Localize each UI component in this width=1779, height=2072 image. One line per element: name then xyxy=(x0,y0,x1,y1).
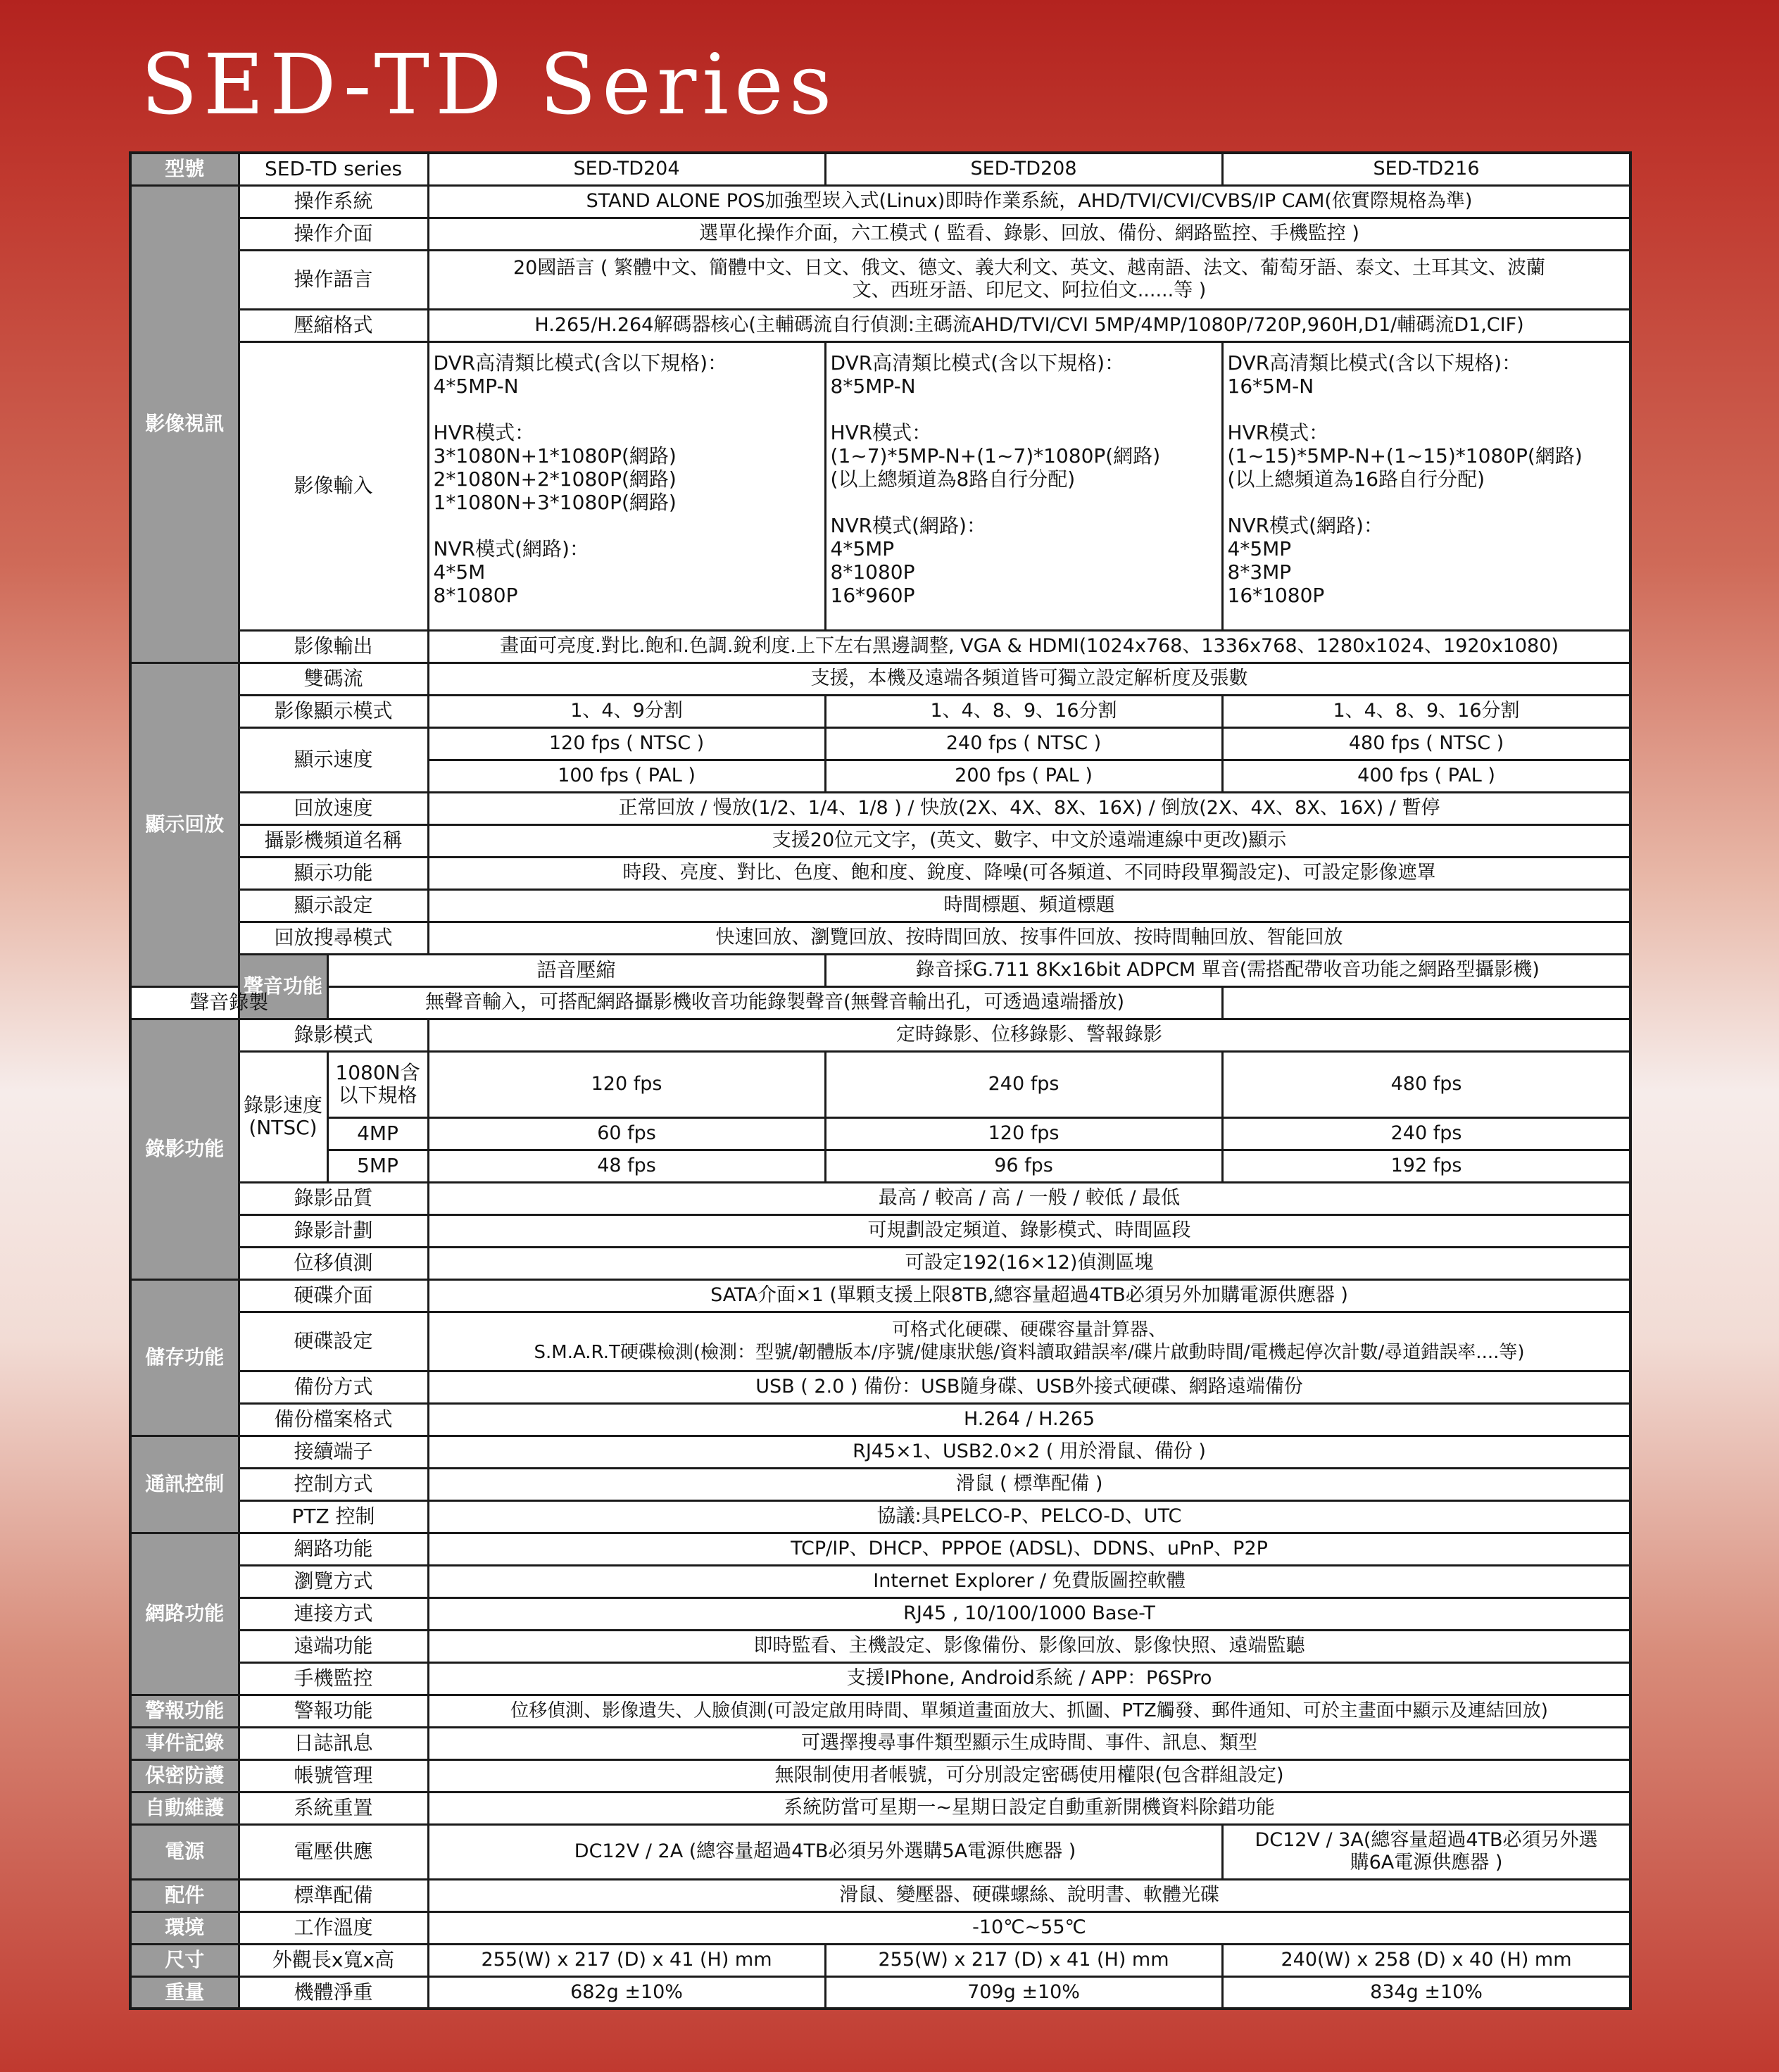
feature-value: 480 fps ( NTSC ) xyxy=(1222,727,1630,760)
feature-label: 影像輸出 xyxy=(239,630,428,663)
category-display: 顯示回放 xyxy=(130,663,239,986)
category-size: 尺寸 xyxy=(130,1944,239,1976)
feature-value: 1、4、8、9、16分割 xyxy=(825,695,1222,727)
table-row xyxy=(130,153,1630,185)
feature-label: 電壓供應 xyxy=(239,1824,428,1879)
category-security: 保密防護 xyxy=(130,1759,239,1792)
feature-label: 顯示功能 xyxy=(239,857,428,889)
feature-label: 瀏覽方式 xyxy=(239,1565,428,1597)
model-td216: SED-TD216 xyxy=(1222,153,1630,185)
table-row xyxy=(130,185,1630,218)
category-accessory: 配件 xyxy=(130,1879,239,1911)
table-row xyxy=(130,1312,1630,1371)
feature-value: 20國語言 ( 繁體中文、簡體中文、日文、俄文、德文、義大利文、英文、越南語、法文、葡萄牙語、泰文、土耳其文、波蘭 文、西班牙語、印尼文、阿拉伯文......等 ) xyxy=(428,250,1630,309)
feature-value: DC12V / 3A(總容量超過4TB必須另外選 購6A電源供應器 ) xyxy=(1222,1824,1630,1879)
table-row xyxy=(130,1403,1630,1436)
feature-value: 120 fps ( NTSC ) xyxy=(428,727,825,760)
feature-value: 可設定192(16×12)偵測區塊 xyxy=(428,1247,1630,1279)
feature-value: 480 fps xyxy=(1222,1051,1630,1117)
feature-value: USB ( 2.0 ) 備份：USB隨身碟、USB外接式硬碟、網路遠端備份 xyxy=(428,1371,1630,1403)
feature-value: 240 fps xyxy=(825,1051,1222,1117)
feature-value: 200 fps ( PAL ) xyxy=(825,760,1222,792)
table-row xyxy=(130,1976,1630,2009)
feature-value: 709g ±10% xyxy=(825,1976,1222,2009)
feature-value: H.264 / H.265 xyxy=(428,1403,1630,1436)
feature-value: 選單化操作介面，六工模式 ( 監看、錄影、回放、備份、網路監控、手機監控 ) xyxy=(428,218,1630,250)
table-row xyxy=(130,986,1630,1019)
feature-value: 支援，本機及遠端各頻道皆可獨立設定解析度及張數 xyxy=(428,663,1630,695)
feature-label: 操作介面 xyxy=(239,218,428,250)
feature-label: 帳號管理 xyxy=(239,1759,428,1792)
model-label: 型號 xyxy=(130,153,239,185)
feature-value: 240 fps ( NTSC ) xyxy=(825,727,1222,760)
video-input-td208: DVR高清類比模式(含以下規格)： 8*5MP-N HVR模式： (1~7)*5MP-N+(1~7)*1080P(網路) (以上總頻道為8路自行分配) NVR模式(網路)： 4*5MP 8*1080P 16*960P xyxy=(825,341,1222,630)
category-comm: 通訊控制 xyxy=(130,1436,239,1533)
feature-value: 60 fps xyxy=(428,1117,825,1150)
table-row xyxy=(130,792,1630,824)
feature-label: 位移偵測 xyxy=(239,1247,428,1279)
table-row xyxy=(130,1019,1630,1051)
feature-value: 系統防當可星期一~星期日設定自動重新開機資料除錯功能 xyxy=(428,1792,1630,1824)
feature-label: 壓縮格式 xyxy=(239,309,428,341)
feature-value: 支援20位元文字，(英文、數字、中文於遠端連線中更改)顯示 xyxy=(428,824,1630,857)
table-row xyxy=(130,954,1630,986)
table-row xyxy=(130,1911,1630,1944)
table-row xyxy=(130,1279,1630,1312)
feature-label: 工作溫度 xyxy=(239,1911,428,1944)
page-title: SED-TD Series xyxy=(141,36,838,133)
feature-label: 雙碼流 xyxy=(239,663,428,695)
feature-value: 無聲音輸入，可搭配網路攝影機收音功能錄製聲音(無聲音輸出孔，可透過遠端播放) xyxy=(327,986,1222,1019)
feature-label: 外觀長x寬x高 xyxy=(239,1944,428,1976)
feature-label: 影像顯示模式 xyxy=(239,695,428,727)
table-row xyxy=(130,1117,1630,1150)
feature-value: 位移偵測、影像遺失、人臉偵測(可設定啟用時間、單頻道畫面放大、抓圖、PTZ觸發、郵件通知、可於主畫面中顯示及連結回放) xyxy=(428,1695,1630,1727)
feature-label: 錄影計劃 xyxy=(239,1214,428,1247)
table-row xyxy=(130,630,1630,663)
table-row xyxy=(130,1759,1630,1792)
feature-label: 操作系統 xyxy=(239,185,428,218)
feature-label: 影像輸入 xyxy=(239,341,428,630)
table-row xyxy=(130,341,1630,630)
record-res-1080n: 1080N含 以下規格 xyxy=(327,1051,428,1117)
feature-value: 無限制使用者帳號，可分別設定密碼使用權限(包含群組設定) xyxy=(428,1759,1630,1792)
table-row xyxy=(130,1879,1630,1911)
feature-value: 即時監看、主機設定、影像備份、影像回放、影像快照、遠端監聽 xyxy=(428,1630,1630,1662)
feature-value: 支援IPhone, Android系統 / APP：P6SPro xyxy=(428,1662,1630,1695)
table-row xyxy=(130,1150,1630,1182)
feature-label: 手機監控 xyxy=(239,1662,428,1695)
feature-value: 協議:具PELCO-P、PELCO-D、UTC xyxy=(428,1500,1630,1533)
table-row xyxy=(130,1824,1630,1879)
category-power: 電源 xyxy=(130,1824,239,1879)
table-row xyxy=(130,922,1630,954)
feature-value: H.265/H.264解碼器核心(主輔碼流自行偵測:主碼流AHD/TVI/CVI 5MP/4MP/1080P/720P,960H,D1/輔碼流D1,CIF) xyxy=(428,309,1630,341)
feature-label: 錄影模式 xyxy=(239,1019,428,1051)
feature-value: STAND ALONE POS加強型崁入式(Linux)即時作業系統，AHD/TVI/CVI/CVBS/IP CAM(依實際規格為準) xyxy=(428,185,1630,218)
feature-value: 120 fps xyxy=(428,1051,825,1117)
feature-value: RJ45×1、USB2.0×2 ( 用於滑鼠、備份 ) xyxy=(428,1436,1630,1468)
table-row xyxy=(130,1436,1630,1468)
feature-value: 畫面可亮度.對比.飽和.色調.銳利度.上下左右黑邊調整, VGA & HDMI(1024x768、1336x768、1280x1024、1920x1080) xyxy=(428,630,1630,663)
feature-label: 回放搜尋模式 xyxy=(239,922,428,954)
model-td208: SED-TD208 xyxy=(825,153,1222,185)
feature-value: 1、4、8、9、16分割 xyxy=(1222,695,1630,727)
feature-value: 100 fps ( PAL ) xyxy=(428,760,825,792)
table-row xyxy=(130,1695,1630,1727)
feature-value: 255(W) x 217 (D) x 41 (H) mm xyxy=(825,1944,1222,1976)
table-row xyxy=(130,889,1630,922)
record-speed-label: 錄影速度 (NTSC) xyxy=(239,1051,327,1182)
feature-value: 最高 / 較高 / 高 / 一般 / 較低 / 最低 xyxy=(428,1182,1630,1214)
table-row xyxy=(130,1371,1630,1403)
feature-label: 回放速度 xyxy=(239,792,428,824)
table-row xyxy=(130,1182,1630,1214)
table-row xyxy=(130,857,1630,889)
feature-label: 連接方式 xyxy=(239,1597,428,1630)
category-weight: 重量 xyxy=(130,1976,239,2009)
table-row xyxy=(130,1944,1630,1976)
table-row xyxy=(130,1247,1630,1279)
feature-value: 192 fps xyxy=(1222,1150,1630,1182)
table-row xyxy=(130,1727,1630,1759)
table-row xyxy=(130,1533,1630,1565)
feature-label: 硬碟介面 xyxy=(239,1279,428,1312)
table-row xyxy=(130,727,1630,760)
feature-label: 顯示速度 xyxy=(239,727,428,792)
feature-label: 備份檔案格式 xyxy=(239,1403,428,1436)
table-row xyxy=(130,695,1630,727)
feature-value: DC12V / 2A (總容量超過4TB必須另外選購5A電源供應器 ) xyxy=(428,1824,1222,1879)
feature-label: 硬碟設定 xyxy=(239,1312,428,1371)
feature-label: 控制方式 xyxy=(239,1468,428,1500)
feature-label: 顯示設定 xyxy=(239,889,428,922)
category-record: 錄影功能 xyxy=(130,1019,239,1279)
category-env: 環境 xyxy=(130,1911,239,1944)
feature-label: 聲音錄製 xyxy=(130,986,327,1019)
table-row xyxy=(130,1214,1630,1247)
feature-value: 可選擇搜尋事件類型顯示生成時間、事件、訊息、類型 xyxy=(428,1727,1630,1759)
table-row xyxy=(130,824,1630,857)
feature-value: SATA介面×1 (單顆支援上限8TB,總容量超過4TB必須另外加購電源供應器 ) xyxy=(428,1279,1630,1312)
feature-value: 定時錄影、位移錄影、警報錄影 xyxy=(428,1019,1630,1051)
table-row xyxy=(130,1792,1630,1824)
feature-value: 240(W) x 258 (D) x 40 (H) mm xyxy=(1222,1944,1630,1976)
feature-label: 遠端功能 xyxy=(239,1630,428,1662)
spec-table xyxy=(129,151,1632,2010)
feature-value: -10℃~55℃ xyxy=(428,1911,1630,1944)
feature-value: 時段、亮度、對比、色度、飽和度、銳度、降噪(可各頻道、不同時段單獨設定)、可設定影像遮罩 xyxy=(428,857,1630,889)
feature-label: 操作語言 xyxy=(239,250,428,309)
video-input-td204: DVR高清類比模式(含以下規格)： 4*5MP-N HVR模式： 3*1080N+1*1080P(網路) 2*1080N+2*1080P(網路) 1*1080N+3*1080P(網路) NVR模式(網路)： 4*5M 8*1080P xyxy=(428,341,825,630)
feature-label: 系統重置 xyxy=(239,1792,428,1824)
feature-label: PTZ 控制 xyxy=(239,1500,428,1533)
model-td204: SED-TD204 xyxy=(428,153,825,185)
category-maint: 自動維護 xyxy=(130,1792,239,1824)
series-label: SED-TD series xyxy=(239,153,428,185)
table-row xyxy=(130,1597,1630,1630)
table-row xyxy=(130,1565,1630,1597)
feature-value: TCP/IP、DHCP、PPPOE (ADSL)、DDNS、uPnP、P2P xyxy=(428,1533,1630,1565)
feature-value: 滑鼠、變壓器、硬碟螺絲、說明書、軟體光碟 xyxy=(428,1879,1630,1911)
feature-value: 正常回放 / 慢放(1/2、1/4、1/8 ) / 快放(2X、4X、8X、16X) / 倒放(2X、4X、8X、16X) / 暫停 xyxy=(428,792,1630,824)
feature-value: 1、4、9分割 xyxy=(428,695,825,727)
feature-value: 快速回放、瀏覽回放、按時間回放、按事件回放、按時間軸回放、智能回放 xyxy=(428,922,1630,954)
feature-label: 錄影品質 xyxy=(239,1182,428,1214)
feature-label: 標準配備 xyxy=(239,1879,428,1911)
feature-label: 警報功能 xyxy=(239,1695,428,1727)
feature-value: 錄音採G.711 8Kx16bit ADPCM 單音(需搭配帶收音功能之網路型攝影機) xyxy=(825,954,1630,986)
feature-value: 682g ±10% xyxy=(428,1976,825,2009)
feature-value: 834g ±10% xyxy=(1222,1976,1630,2009)
table-row xyxy=(130,309,1630,341)
table-row xyxy=(130,1051,1630,1117)
category-storage: 儲存功能 xyxy=(130,1279,239,1436)
feature-value: 255(W) x 217 (D) x 41 (H) mm xyxy=(428,1944,825,1976)
feature-value: Internet Explorer / 免費版圖控軟體 xyxy=(428,1565,1630,1597)
record-res-4mp: 4MP xyxy=(327,1117,428,1150)
table-row xyxy=(130,1500,1630,1533)
feature-label: 攝影機頻道名稱 xyxy=(239,824,428,857)
feature-value: 可格式化硬碟、硬碟容量計算器、 S.M.A.R.T硬碟檢測(檢測：型號/韌體版本/序號/健康狀態/資料讀取錯誤率/碟片啟動時間/電機起停次計數/尋道錯誤率....等) xyxy=(428,1312,1630,1371)
feature-label: 備份方式 xyxy=(239,1371,428,1403)
table-row xyxy=(130,218,1630,250)
feature-value: 96 fps xyxy=(825,1150,1222,1182)
table-row xyxy=(130,1662,1630,1695)
table-row xyxy=(130,250,1630,309)
feature-label: 網路功能 xyxy=(239,1533,428,1565)
feature-label: 接續端子 xyxy=(239,1436,428,1468)
video-input-td216: DVR高清類比模式(含以下規格)： 16*5M-N HVR模式： (1~15)*5MP-N+(1~15)*1080P(網路) (以上總頻道為16路自行分配) NVR模式(網路)： 4*5MP 8*3MP 16*1080P xyxy=(1222,341,1630,630)
feature-value: 滑鼠 ( 標準配備 ) xyxy=(428,1468,1630,1500)
category-audio: 聲音功能 xyxy=(239,954,327,1019)
category-video: 影像視訊 xyxy=(130,185,239,663)
feature-label: 日誌訊息 xyxy=(239,1727,428,1759)
table-row xyxy=(130,1468,1630,1500)
feature-value: 可規劃設定頻道、錄影模式、時間區段 xyxy=(428,1214,1630,1247)
feature-value: RJ45 , 10/100/1000 Base-T xyxy=(428,1597,1630,1630)
feature-value: 時間標題、頻道標題 xyxy=(428,889,1630,922)
category-network: 網路功能 xyxy=(130,1533,239,1695)
table-row xyxy=(130,663,1630,695)
feature-label: 機體淨重 xyxy=(239,1976,428,2009)
feature-label: 語音壓縮 xyxy=(327,954,825,986)
feature-value: 400 fps ( PAL ) xyxy=(1222,760,1630,792)
feature-value: 120 fps xyxy=(825,1117,1222,1150)
feature-value: 240 fps xyxy=(1222,1117,1630,1150)
category-alarm: 警報功能 xyxy=(130,1695,239,1727)
category-event: 事件記錄 xyxy=(130,1727,239,1759)
feature-value: 48 fps xyxy=(428,1150,825,1182)
table-row xyxy=(130,1630,1630,1662)
record-res-5mp: 5MP xyxy=(327,1150,428,1182)
